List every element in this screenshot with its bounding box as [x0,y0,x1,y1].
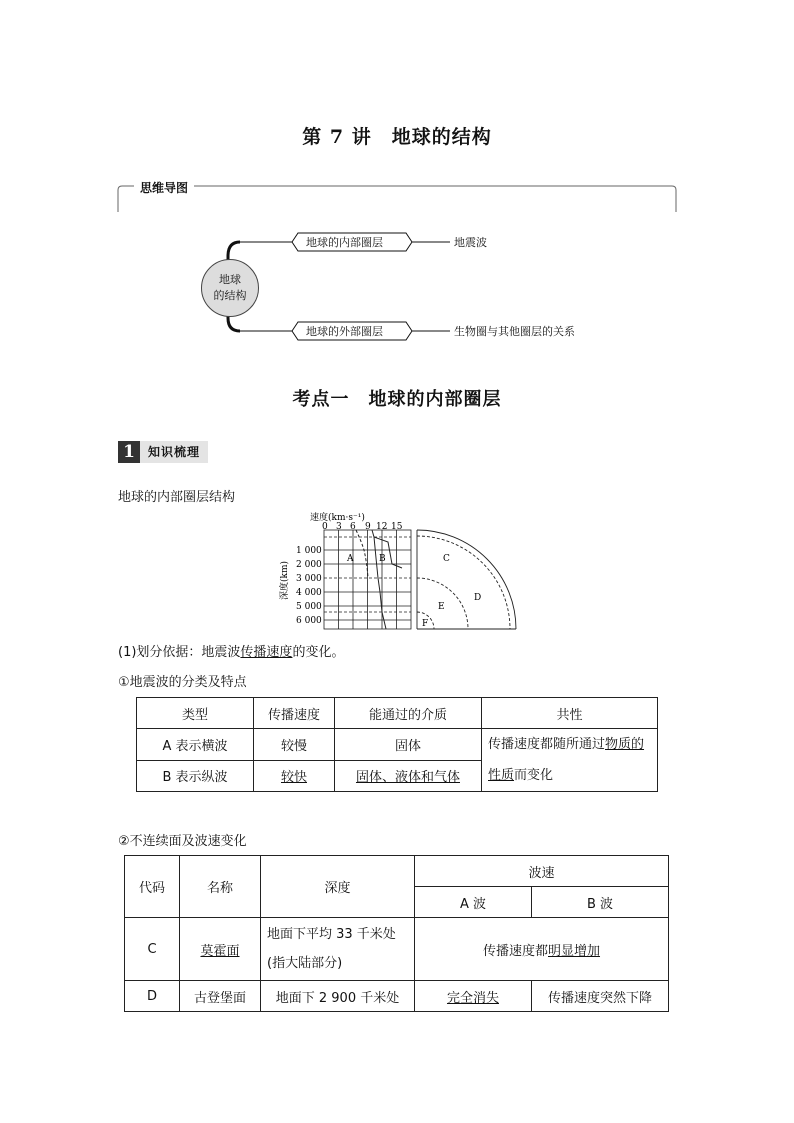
x-tick-15: 15 [391,522,403,532]
badge-number: 1 [118,441,140,463]
mindmap-center [201,259,259,317]
earth-structure-figure [270,508,520,632]
y-tick-6000: 6 000 [296,616,322,626]
x-tick-12: 12 [376,522,388,532]
y-tick-5000: 5 000 [296,602,322,612]
t2-header-wave: 波速 [415,856,669,887]
t1-common [482,729,658,792]
mindmap-center-line2: 的结构 [213,289,247,302]
label-e: E [438,602,445,612]
t1-row-a-type: A 表示横波 [137,729,254,761]
label-d: D [474,593,482,603]
t2-c-name: 莫霍面 [180,918,261,981]
mindmap-lines [0,0,794,380]
y-tick-2000: 2 000 [296,560,322,570]
seismic-wave-table [136,697,658,792]
basis-suffix: 的变化。 [292,645,345,660]
y-tick-1000: 1 000 [296,546,322,556]
t2-header-depth: 深度 [261,856,415,918]
label-b: B [379,554,386,564]
t1-common-1u: 物质的 [605,737,645,752]
t1-row-a-speed: 较慢 [254,729,335,761]
t2-d-b: 传播速度突然下降 [532,981,669,1012]
mindmap-leaf-seismic: 地震波 [454,236,487,249]
t2-c-change [415,918,669,981]
badge-text: 知识梳理 [140,441,208,463]
t2-header-code: 代码 [125,856,180,918]
mindmap-center-line1: 地球 [219,273,241,286]
figure-y-title: 深度(km) [280,560,290,600]
t2-d-depth: 地面下 2 900 千米处 [261,981,415,1012]
label-c: C [443,554,450,564]
t2-d-a: 完全消失 [415,981,532,1012]
figure-x-title: 速度(km·s⁻¹) [310,513,365,523]
t1-header-speed: 传播速度 [254,698,335,729]
t1-common-2u: 性质 [488,768,515,783]
y-tick-4000: 4 000 [296,588,322,598]
t2-d-code: D [125,981,180,1012]
discontinuity-table [124,855,669,1012]
t2-header-name: 名称 [180,856,261,918]
t2-header-a: A 波 [415,887,532,918]
mindmap-leaf-biosphere: 生物圈与其他圈层的关系 [454,325,575,338]
label-f: F [422,619,429,629]
t2-c-change-prefix: 传播速度都 [482,943,548,959]
t1-header-medium: 能通过的介质 [335,698,482,729]
t2-c-change-u: 明显增加 [548,943,601,959]
mindmap-label: 思维导图 [134,179,194,196]
t2-c-depth-2: (指大陆部分) [267,956,343,971]
t1-header-type: 类型 [137,698,254,729]
x-tick-0: 0 [322,522,328,532]
t2-c-code: C [125,918,180,981]
t1-header-common: 共性 [482,698,658,729]
mindmap-branch-outer: 地球的外部圈层 [306,325,383,338]
basis-underlined: 传播速度 [240,645,293,660]
t1-row-b-medium: 固体、液体和气体 [335,760,482,792]
t1-row-b-type: B 表示纵波 [137,760,254,792]
structure-label: 地球的内部圈层结构 [118,490,236,505]
t2-c-depth [261,918,415,981]
basis-prefix: (1)划分依据：地震波 [118,645,241,660]
label-a: A [347,554,354,564]
page-title: 第 7 讲 地球的结构 [302,126,492,148]
t1-common-2: 而变化 [514,768,554,783]
table1-label: ①地震波的分类及特点 [118,675,247,690]
t2-header-b: B 波 [532,887,669,918]
x-tick-3: 3 [336,522,342,532]
y-tick-3000: 3 000 [296,574,322,584]
t2-d-name: 古登堡面 [180,981,261,1012]
x-tick-9: 9 [365,522,371,532]
mindmap-branch-inner: 地球的内部圈层 [306,236,383,249]
table2-label: ②不连续面及波速变化 [118,834,247,849]
t2-c-depth-1: 地面下平均 33 千米处 [267,927,396,942]
section-title: 考点一 地球的内部圈层 [292,389,502,410]
x-tick-6: 6 [350,522,356,532]
t1-common-1: 传播速度都随所通过 [488,737,606,752]
t1-row-a-medium: 固体 [335,729,482,761]
division-basis [118,641,344,660]
t1-row-b-speed: 较快 [254,760,335,792]
knowledge-badge [118,441,208,463]
